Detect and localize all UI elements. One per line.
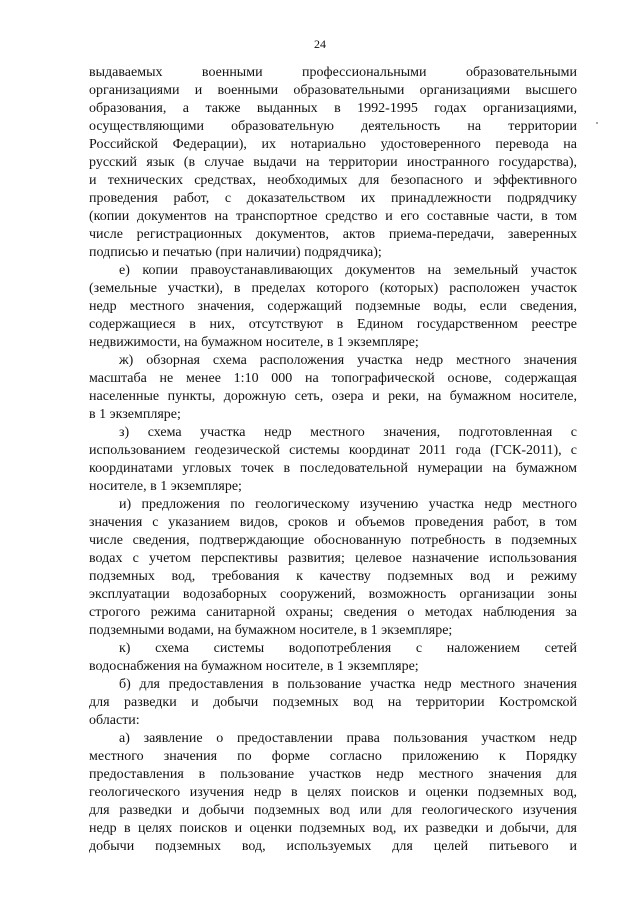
text-line: координатами угловых точек в последовательной нумерации на бумажном bbox=[89, 461, 577, 476]
text-line: водоснабжения на бумажном носителе, в 1 экземпляре; bbox=[89, 659, 419, 674]
page-number: 24 bbox=[314, 37, 326, 51]
text-line: недр местного значения, содержащий подземные воды, если сведения, bbox=[89, 299, 577, 314]
text-line: содержащиеся в них, отсутствуют в Едином государственном реестре bbox=[89, 317, 577, 332]
text-line: и технических средствах, необходимых для безопасного и эффективного bbox=[89, 173, 577, 188]
text-line: значения с указанием видов, сроков и объемов проведения работ, в том bbox=[89, 515, 577, 530]
text-line: выдаваемых военными профессиональными образовательными bbox=[89, 65, 577, 80]
text-line: местного значения по форме согласно приложению к Порядку bbox=[89, 749, 577, 764]
text-line: организациями и военными образовательными организациями высшего bbox=[89, 83, 577, 98]
text-line: (земельные участки), в пределах которого (которых) расположен участок bbox=[89, 281, 577, 296]
text-line: использованием геодезической системы координат 2011 года (ГСК-2011), с bbox=[89, 443, 577, 458]
text-line: числе регистрационных документов, актов приема-передачи, заверенных bbox=[89, 227, 577, 242]
text-line: недр в целях поисков и оценки подземных вод, их разведки и добычи, для bbox=[89, 821, 577, 836]
text-line: предоставления в пользование участков недр местного значения для bbox=[89, 767, 577, 782]
body-text bbox=[89, 64, 577, 856]
text-line: эксплуатации водозаборных сооружений, возможность организации зоны bbox=[89, 587, 577, 602]
text-line: носителе, в 1 экземпляре; bbox=[89, 479, 242, 494]
text-line: геологического изучения недр в целях поисков и оценки подземных вод, bbox=[89, 785, 577, 800]
text-line: строгого режима санитарной охраны; сведения о методах наблюдения за bbox=[89, 605, 577, 620]
text-line: числе сведения, подтверждающие обоснованную потребность в подземных bbox=[89, 533, 577, 548]
text-line: е) копии правоустанавливающих документов на земельный участок bbox=[119, 263, 577, 278]
text-line: подземными водами, на бумажном носителе, в 1 экземпляре; bbox=[89, 623, 453, 638]
text-line: и) предложения по геологическому изучению участка недр местного bbox=[119, 497, 577, 512]
text-line: для разведки и добычи подземных вод или для геологического изучения bbox=[89, 803, 577, 818]
text-line: проведения работ, с доказательством их принадлежности подрядчику bbox=[89, 191, 577, 206]
text-line: русский язык (в случае выдачи на территории иностранного государства), bbox=[89, 155, 577, 170]
text-line: подземных вод, требования к качеству подземных вод и режиму bbox=[89, 569, 577, 584]
text-line: к) схема системы водопотребления с наложением сетей bbox=[119, 641, 577, 656]
text-line: масштаба не менее 1:10 000 на топографической основе, содержащая bbox=[89, 371, 577, 386]
text-line: в 1 экземпляре; bbox=[89, 407, 181, 422]
text-line: населенные пункты, дорожную сеть, озера и реки, на бумажном носителе, bbox=[89, 389, 577, 404]
text-line: а) заявление о предоставлении права пользования участком недр bbox=[119, 731, 577, 746]
scan-artifact-dot bbox=[596, 122, 598, 124]
text-line: подписью и печатью (при наличии) подрядчика); bbox=[89, 245, 382, 260]
text-line: водах с учетом перспективы развития; целевое назначение использования bbox=[89, 551, 577, 566]
text-line: области: bbox=[89, 713, 140, 728]
text-line: добычи подземных вод, используемых для целей питьевого и bbox=[89, 839, 577, 854]
text-line: Российской Федерации), их нотариально удостоверенного перевода на bbox=[89, 137, 577, 152]
text-line: з) схема участка недр местного значения, подготовленная с bbox=[119, 425, 577, 440]
text-line: недвижимости, на бумажном носителе, в 1 экземпляре; bbox=[89, 335, 419, 350]
text-line: ж) обзорная схема расположения участка недр местного значения bbox=[119, 353, 577, 368]
text-line: для разведки и добычи подземных вод на территории Костромской bbox=[89, 695, 577, 710]
text-line: (копии документов на транспортное средство и его составные части, в том bbox=[89, 209, 577, 224]
text-line: б) для предоставления в пользование участка недр местного значения bbox=[119, 677, 577, 692]
text-line: осуществляющими образовательную деятельность на территории bbox=[89, 119, 577, 134]
text-line: образования, а также выданных в 1992-1995 годах организациями, bbox=[89, 101, 577, 116]
